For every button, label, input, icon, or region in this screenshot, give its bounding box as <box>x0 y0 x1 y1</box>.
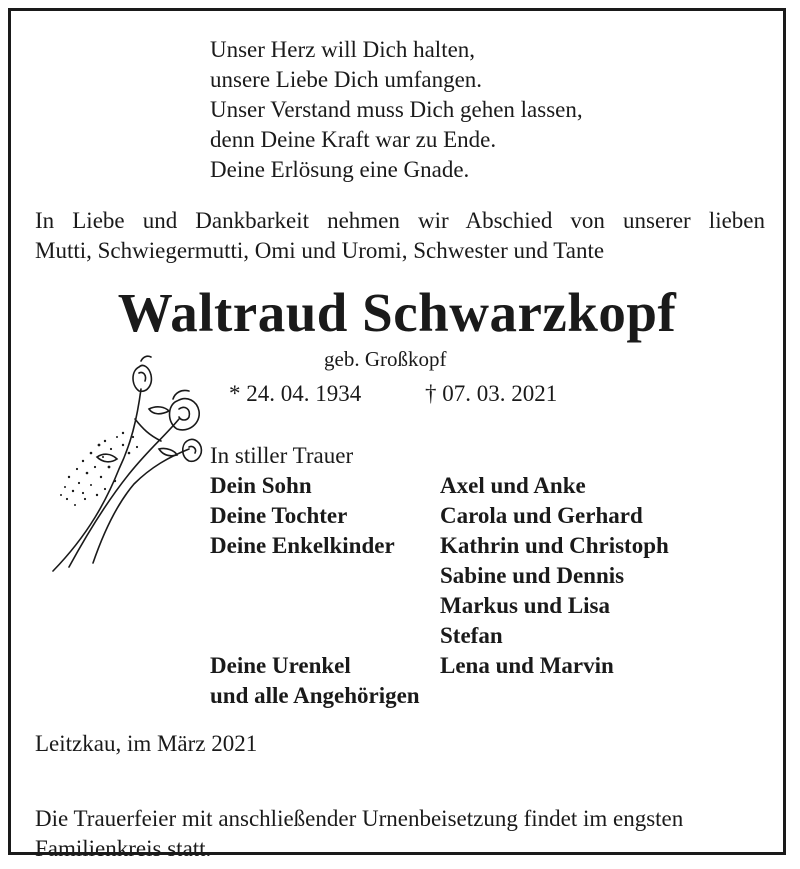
obituary-notice <box>8 8 786 861</box>
mourner-row <box>210 471 586 501</box>
mourner-row <box>210 591 611 621</box>
poem <box>210 35 583 185</box>
mourner-row <box>210 531 669 561</box>
maiden-name: geb. Großkopf <box>324 347 447 371</box>
mourner-row <box>210 501 643 531</box>
poem-line: Unser Herz will Dich halten, <box>210 37 476 62</box>
rose-bouquet-icon <box>39 349 209 574</box>
mourners-block <box>210 441 669 711</box>
poem-line: Unser Verstand muss Dich gehen lassen, <box>210 97 583 122</box>
mourner-names: Lena und Marvin <box>440 653 614 678</box>
mourner-names: Axel und Anke <box>440 473 586 498</box>
life-dates <box>229 379 558 409</box>
mourner-row <box>210 561 625 591</box>
poem-line: Deine Erlösung eine Gnade. <box>210 157 470 182</box>
intro-line: In Liebe und Dankbarkeit nehmen wir Abschied von unserer lieben <box>35 208 765 233</box>
mourner-names: Kathrin und Christoph <box>440 533 669 558</box>
mourner-names: Carola und Gerhard <box>440 503 643 528</box>
mourner-names: Sabine und Dennis <box>440 563 625 588</box>
mourner-names: Markus und Lisa <box>440 593 611 618</box>
death-date: † 07. 03. 2021 <box>425 381 558 406</box>
poem-line: unsere Liebe Dich umfangen. <box>210 67 483 92</box>
place-and-date: Leitzkau, im März 2021 <box>35 731 258 756</box>
mourner-relation: Dein Sohn <box>210 473 312 498</box>
deceased-name: Waltraud Schwarzkopf <box>117 282 677 343</box>
intro-text <box>35 206 765 266</box>
mourner-row <box>210 681 420 711</box>
mourner-relation: Deine Enkelkinder <box>210 533 395 558</box>
mourner-row <box>210 651 614 681</box>
ceremony-line: Die Trauerfeier mit anschließender Urnenbeisetzung findet im engsten <box>35 806 684 831</box>
mourner-relation: und alle Angehörigen <box>210 683 420 708</box>
mourners-lead-row <box>210 441 353 471</box>
ceremony-line: Familienkreis statt. <box>35 836 212 861</box>
mourner-relation: Deine Tochter <box>210 503 348 528</box>
mourner-row <box>210 621 503 651</box>
poem-line: denn Deine Kraft war zu Ende. <box>210 127 497 152</box>
mourner-relation: Deine Urenkel <box>210 653 351 678</box>
intro-line: Mutti, Schwiegermutti, Omi und Uromi, Schwester und Tante <box>35 238 605 263</box>
birth-date: * 24. 04. 1934 <box>229 381 362 406</box>
mourners-lead: In stiller Trauer <box>210 443 354 468</box>
ceremony-text <box>35 804 770 864</box>
mourner-names: Stefan <box>440 623 503 648</box>
